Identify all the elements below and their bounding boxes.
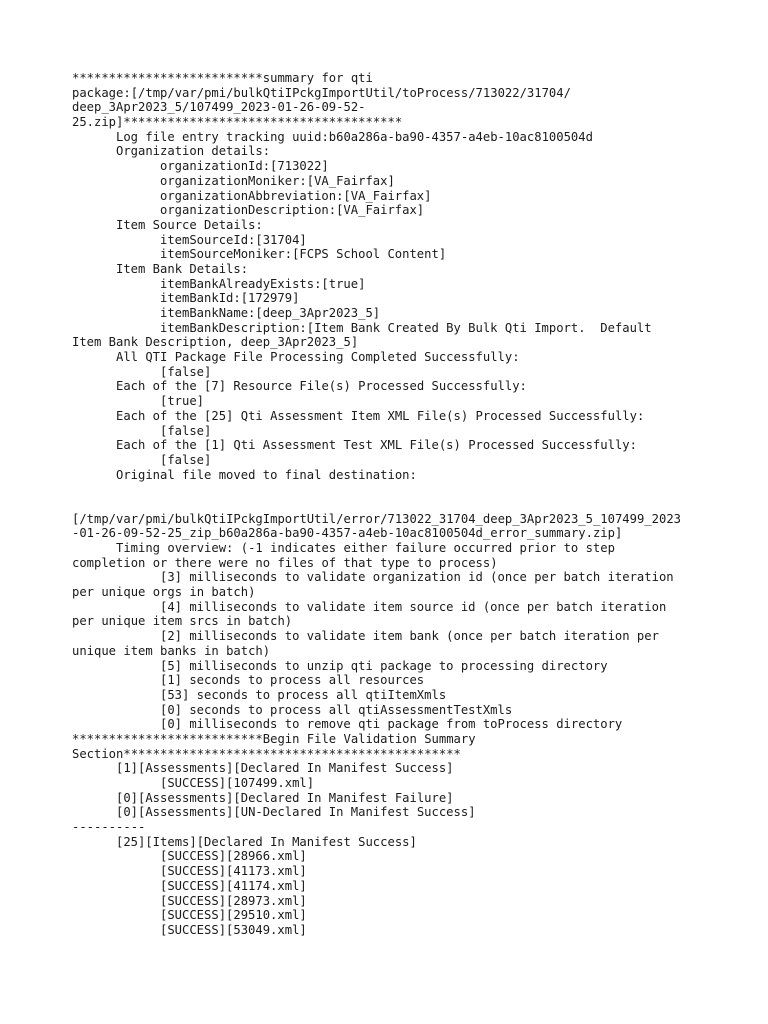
log-line: organizationMoniker:[VA_Fairfax] bbox=[160, 173, 395, 188]
log-line: [SUCCESS][28973.xml] bbox=[160, 893, 307, 908]
blank-line bbox=[72, 482, 712, 497]
log-line: Original file moved to final destination: bbox=[116, 467, 417, 482]
log-line: Each of the [25] Qti Assessment Item XML File(s) Processed Successfully: bbox=[116, 408, 645, 423]
log-line: [false] bbox=[160, 423, 212, 438]
log-line: [SUCCESS][53049.xml] bbox=[160, 922, 307, 937]
log-line: [1] seconds to process all resources bbox=[160, 673, 425, 688]
log-line: package:[/tmp/var/pmi/bulkQtiIPckgImportUtil/toProcess/713022/31704/ bbox=[72, 85, 571, 100]
log-line: Each of the [7] Resource File(s) Processed Successfully: bbox=[116, 379, 527, 394]
log-line: [SUCCESS][41173.xml] bbox=[160, 864, 307, 879]
blank-line bbox=[72, 497, 712, 512]
log-line: [0][Assessments][UN-Declared In Manifest Success] bbox=[116, 805, 476, 820]
log-line: [0] milliseconds to remove qti package from toProcess directory bbox=[160, 717, 623, 732]
log-line: [/tmp/var/pmi/bulkQtiIPckgImportUtil/error/713022_31704_deep_3Apr2023_5_107499_2023 bbox=[72, 511, 682, 526]
log-line: [1][Assessments][Declared In Manifest Success] bbox=[116, 761, 454, 776]
log-line: deep_3Apr2023_5/107499_2023-01-26-09-52- bbox=[72, 100, 366, 115]
log-line: -01-26-09-52-25_zip_b60a286a-ba90-4357-a4eb-10ac8100504d_error_summary.zip] bbox=[72, 526, 623, 541]
log-line: organizationAbbreviation:[VA_Fairfax] bbox=[160, 188, 432, 203]
log-line: Organization details: bbox=[116, 144, 271, 159]
log-line: ---------- bbox=[72, 820, 146, 835]
log-document bbox=[72, 71, 712, 938]
log-line: 25.zip]************************************** bbox=[72, 115, 403, 130]
log-line: Each of the [1] Qti Assessment Test XML File(s) Processed Successfully: bbox=[116, 438, 637, 453]
log-line: organizationDescription:[VA_Fairfax] bbox=[160, 203, 425, 218]
log-line: [25][Items][Declared In Manifest Success] bbox=[116, 834, 417, 849]
log-line: Log file entry tracking uuid:b60a286a-ba90-4357-a4eb-10ac8100504d bbox=[116, 129, 593, 144]
log-line: per unique item srcs in batch) bbox=[72, 614, 293, 629]
log-line: [SUCCESS][41174.xml] bbox=[160, 878, 307, 893]
log-line: itemBankName:[deep_3Apr2023_5] bbox=[160, 306, 381, 320]
log-line: per unique orgs in batch) bbox=[72, 585, 256, 600]
log-line: **************************summary for qti bbox=[72, 71, 373, 85]
log-line: [SUCCESS][28966.xml] bbox=[160, 849, 307, 864]
log-line: itemBankAlreadyExists:[true] bbox=[160, 276, 366, 291]
log-line: Item Bank Description, deep_3Apr2023_5] bbox=[72, 335, 359, 350]
log-line: [false] bbox=[160, 452, 212, 467]
log-line: **************************Begin File Validation Summary bbox=[72, 731, 476, 746]
log-line: itemBankDescription:[Item Bank Created By Bulk Qti Import. Default bbox=[160, 320, 652, 335]
log-line: unique item banks in batch) bbox=[72, 643, 271, 658]
log-line: itemSourceId:[31704] bbox=[160, 232, 307, 247]
log-line: [false] bbox=[160, 364, 212, 379]
log-line: [2] milliseconds to validate item bank (once per batch iteration per bbox=[160, 629, 659, 644]
log-line: Timing overview: (-1 indicates either failure occurred prior to step bbox=[116, 541, 615, 555]
log-line: organizationId:[713022] bbox=[160, 159, 329, 174]
log-line: [0][Assessments][Declared In Manifest Failure] bbox=[116, 790, 454, 805]
log-line: [true] bbox=[160, 394, 205, 409]
log-line: [3] milliseconds to validate organization id (once per batch iteration bbox=[160, 570, 674, 585]
log-line: All QTI Package File Processing Completed Successfully: bbox=[116, 350, 520, 365]
log-line: completion or there were no files of that type to process) bbox=[72, 555, 498, 570]
log-line: [SUCCESS][107499.xml] bbox=[160, 776, 315, 790]
log-line: itemBankId:[172979] bbox=[160, 291, 300, 306]
log-line: Section********************************************** bbox=[72, 746, 461, 761]
log-line: [5] milliseconds to unzip qti package to processing directory bbox=[160, 658, 608, 673]
log-line: [53] seconds to process all qtiItemXmls bbox=[160, 687, 447, 702]
log-line: Item Bank Details: bbox=[116, 261, 249, 276]
log-line: Item Source Details: bbox=[116, 217, 263, 232]
log-line: [4] milliseconds to validate item source id (once per batch iteration bbox=[160, 599, 667, 614]
log-line: itemSourceMoniker:[FCPS School Content] bbox=[160, 247, 447, 262]
log-line: [0] seconds to process all qtiAssessmentTestXmls bbox=[160, 702, 513, 717]
log-line: [SUCCESS][29510.xml] bbox=[160, 908, 307, 923]
